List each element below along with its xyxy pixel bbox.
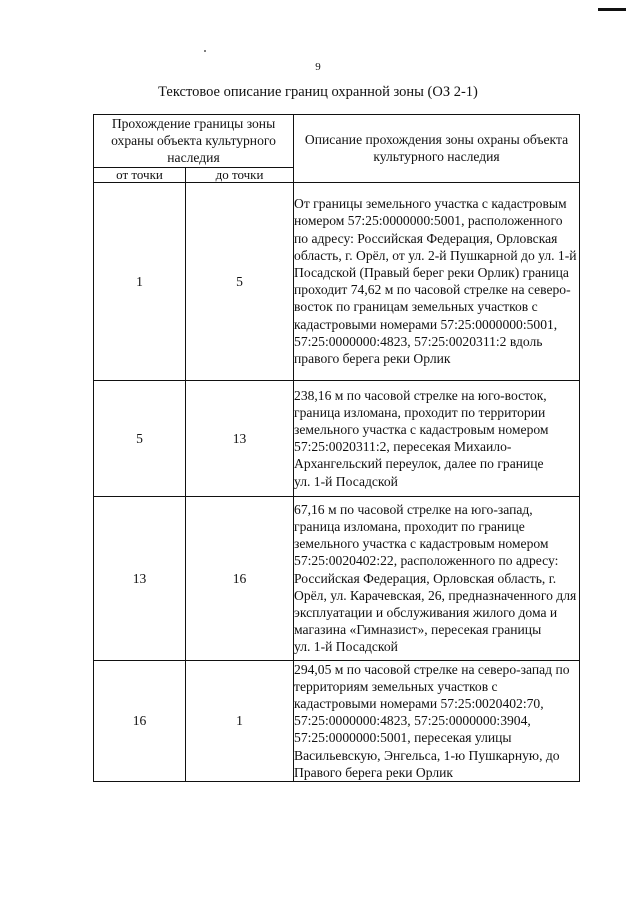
description-tail: ул. 1-й Посадской: [294, 473, 398, 489]
to-point-cell: 13: [186, 380, 294, 496]
description-cell: [294, 660, 580, 781]
header-from-point: от точки: [94, 167, 186, 182]
page-number: 9: [315, 61, 321, 73]
description-tail: ул. 1-й Посадской: [294, 639, 398, 655]
header-passage: Прохождение границы зоны охраны объекта культурного наследия: [94, 115, 294, 168]
description-cell: [294, 182, 580, 380]
boundary-table: [93, 114, 580, 782]
from-point-cell: 5: [94, 380, 186, 496]
description-text: 294,05 м по часовой стрелке на северо-запад по территориям земельных участков с кадастровыми номерами 57:25:0020402:70, 57:25:0000000:4823, 57:25:0000000:3904, 57:25:0000000:5001, пересекая улицы Васильевскую, Энгельса, 1-ю Пушкарную, до Правого берега реки Орлик: [294, 661, 570, 780]
description-cell: [294, 380, 580, 496]
description-text: 67,16 м по часовой стрелке на юго-запад, граница изломана, проходит по границе земельного участка с кадастровым номером 57:25:0020402:22, расположенного по адресу: Российская Федерация, Орловская область, г. Орёл, ул. Карачевская, 26, предназначенного для эксплуатации и обслуживания жилого дома и магазина «Гимназист», пересекая границы: [294, 501, 577, 638]
table-header-row: [94, 115, 580, 168]
table-row: [94, 496, 580, 660]
header-to-point: до точки: [186, 167, 294, 182]
page-edge-mark: [598, 8, 626, 11]
description-text: От границы земельного участка с кадастровым номером 57:25:0000000:5001, расположенного по адресу: Российская Федерация, Орловская область, г. Орёл, от ул. 2-й Пушкарной до ул. 1-й Посадской (Правый берег реки Орлик) граница проходит 74,62 м по часовой стрелке на северо-восток по границам земельных участков с кадастровыми номерами 57:25:0000000:5001, 57:25:0000000:4823, 57:25:0020311:2 вдоль правого берега реки Орлик: [294, 196, 577, 366]
scan-speck: [204, 50, 206, 52]
description-text: 238,16 м по часовой стрелке на юго-восток, граница изломана, проходит по территории земельного участка с кадастровым номером 57:25:0020311:2, пересекая Михаило-Архангельский переулок, далее по границе: [294, 387, 549, 472]
table-row: [94, 182, 580, 380]
description-cell: [294, 496, 580, 660]
from-point-cell: 13: [94, 496, 186, 660]
from-point-cell: 1: [94, 182, 186, 380]
table-row: [94, 660, 580, 781]
from-point-cell: 16: [94, 660, 186, 781]
to-point-cell: 1: [186, 660, 294, 781]
to-point-cell: 16: [186, 496, 294, 660]
document-title: Текстовое описание границ охранной зоны (ОЗ 2-1): [158, 84, 478, 100]
table-row: [94, 380, 580, 496]
header-description: Описание прохождения зоны охраны объекта культурного наследия: [294, 115, 580, 183]
to-point-cell: 5: [186, 182, 294, 380]
